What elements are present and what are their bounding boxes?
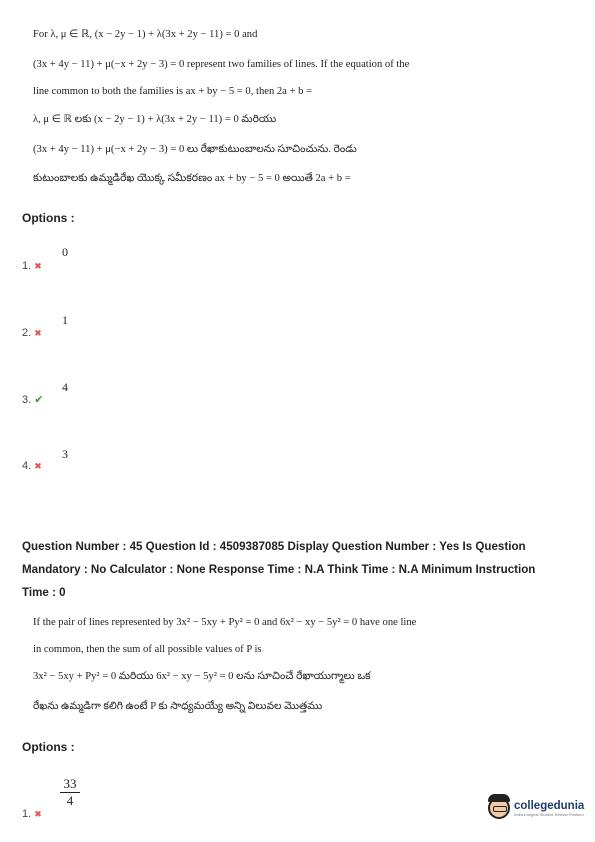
q45-telugu-line-2: రేఖను ఉమ్మడిగా కలిగి ఉంటే P కు సాధ్యమయ్యే అన్ని విలువల మొత్తము [33,701,323,712]
fraction-denominator: 4 [66,793,74,808]
wrong-mark-icon: ✖ [34,261,42,271]
wrong-mark-icon: ✖ [34,809,42,819]
q45-meta-line-2: Mandatory : No Calculator : None Response Time : N.A Think Time : N.A Minimum Instruction [22,563,536,576]
q44-telugu-line-2: (3x + 4y − 11) + μ(−x + 2y − 3) = 0 లు రేఖాకుటుంబాలను సూచించును. రెండు [33,144,357,155]
q44-option-2-value: 1 [62,313,68,327]
q45-meta-line-3: Time : 0 [22,586,66,599]
q44-option-4 [22,460,42,472]
q45-english-line-2: in common, then the sum of all possible values of P is [33,644,262,655]
logo-brand-text: collegedunia [514,799,585,812]
option-number: 1. [22,260,32,272]
q44-option-3-value: 4 [62,380,68,394]
q45-telugu-line-1: 3x² − 5xy + Py² = 0 మరియు 6x² − xy − 5y² = 0 లను సూచించే రేఖాయుగ్మాలు ఒక [33,671,371,682]
q45-english-line-1: If the pair of lines represented by 3x² − 5xy + Py² = 0 and 6x² − xy − 5y² = 0 have one line [33,617,417,628]
option-number: 4. [22,460,32,472]
q44-option-4-value: 3 [62,447,68,461]
wrong-mark-icon: ✖ [34,328,42,338]
correct-check-icon: ✔ [34,394,44,406]
q44-option-3 [22,393,43,406]
option-number: 1. [22,808,32,820]
collegedunia-logo [488,797,584,819]
q44-option-1-value: 0 [62,245,68,259]
fraction-numerator: 33 [60,776,80,793]
option-number: 2. [22,327,32,339]
q45-option-1-fraction [60,776,80,809]
wrong-mark-icon: ✖ [34,461,42,471]
q44-option-2 [22,327,42,339]
student-mascot-icon [488,797,510,819]
q44-telugu-line-1: λ, μ ∈ ℝ లకు (x − 2y − 1) + λ(3x + 2y − 11) = 0 మరియు [33,114,277,125]
q44-options-heading: Options : [22,211,75,225]
q45-options-heading: Options : [22,740,75,754]
q44-option-1 [22,260,42,272]
q44-telugu-line-3: కుటుంబాలకు ఉమ్మడిరేఖ యొక్క సమీకరణం ax + by − 5 = 0 అయితే 2a + b = [33,173,351,184]
q45-option-1 [22,808,42,820]
q44-english-line-3: line common to both the families is ax + by − 5 = 0, then 2a + b = [33,86,313,97]
q44-english-line-1: For λ, μ ∈ ℝ, (x − 2y − 1) + λ(3x + 2y − 11) = 0 and [33,29,258,40]
q45-meta-line-1: Question Number : 45 Question Id : 4509387085 Display Question Number : Yes Is Question [22,540,526,553]
option-number: 3. [22,394,32,406]
logo-tagline: India's largest Student Review Platform [514,811,584,817]
q44-english-line-2: (3x + 4y − 11) + μ(−x + 2y − 3) = 0 represent two families of lines. If the equation of the [33,59,410,70]
